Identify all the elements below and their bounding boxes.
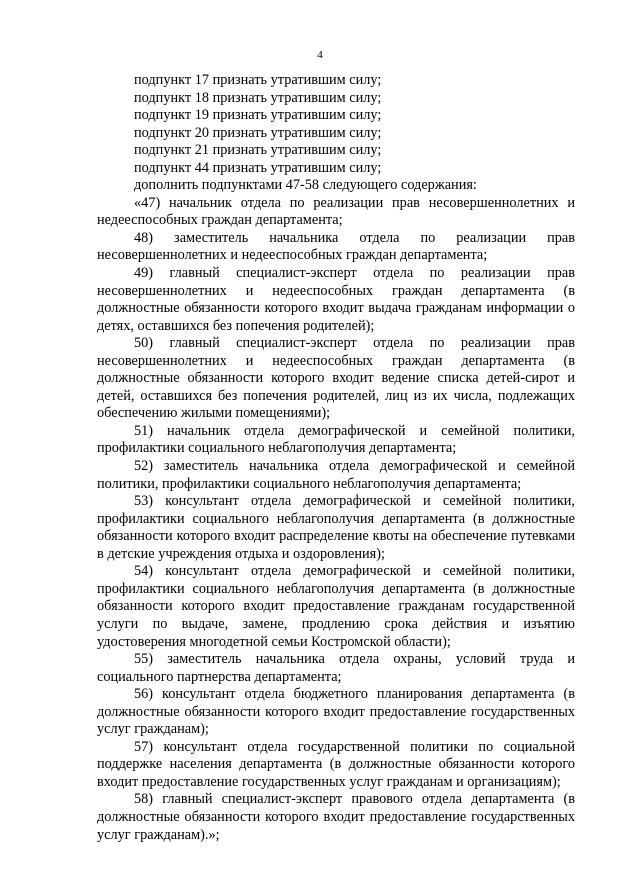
paragraph-subpoint-20: подпункт 20 признать утратившим силу; bbox=[134, 124, 382, 141]
paragraph-item-52: 52) заместитель начальника отдела демографической и семейной политики, профилактики социального неблагополучия департамента; bbox=[97, 458, 575, 492]
paragraph-subpoint-18: подпункт 18 признать утратившим силу; bbox=[134, 89, 382, 106]
paragraph-item-58: 58) главный специалист-эксперт правового отдела департамента (в должностные обязанности которого входит предоставление государственных услуг гражданам).»; bbox=[97, 791, 575, 843]
paragraph-subpoint-21: подпункт 21 признать утратившим силу; bbox=[134, 142, 382, 159]
paragraph-item-51: 51) начальник отдела демографической и семейной политики, профилактики социального неблагополучия департамента; bbox=[97, 422, 575, 457]
paragraph-add-subpoints: дополнить подпунктами 47-58 следующего содержания: bbox=[134, 177, 477, 194]
paragraph-item-49: 49) главный специалист-эксперт отдела по реализации прав несовершеннолетних и недееспособных граждан департамента (в должностные обязанности которого входит выдача гражданам информации о детях, оставшихся без попечения родителей); bbox=[97, 265, 575, 334]
paragraph-item-48: 48) заместитель начальника отдела по реализации прав несовершеннолетних и недееспособных граждан департамента; bbox=[97, 229, 575, 264]
paragraph-subpoint-17: подпункт 17 признать утратившим силу; bbox=[134, 72, 382, 88]
paragraph-item-47: «47) начальник отдела по реализации прав несовершеннолетних и недееспособных граждан департамента; bbox=[97, 194, 575, 229]
paragraph-item-57: 57) консультант отдела государственной политики по социальной поддержке населения департамента (в должностные обязанности которого входит предоставление государственных услуг гражданам и организациям); bbox=[97, 738, 575, 790]
paragraph-subpoint-44: подпункт 44 признать утратившим силу; bbox=[134, 159, 382, 176]
document-body bbox=[97, 72, 575, 844]
paragraph-item-56: 56) консультант отдела бюджетного планирования департамента (в должностные обязанности которого входит предоставление государственных услуг гражданам); bbox=[97, 686, 575, 738]
paragraph-subpoint-19: подпункт 19 признать утратившим силу; bbox=[134, 107, 382, 124]
paragraph-item-54: 54) консультант отдела демографической и семейной политики, профилактики социального неблагополучия департамента (в должностные обязанности которого входит предоставление гражданам государственной услуги по выдаче, замене, продлению срока действия и изъятию удостоверения многодетной семьи Костромской области); bbox=[97, 563, 575, 650]
paragraph-item-53: 53) консультант отдела демографической и семейной политики, профилактики социального неблагополучия департамента (в должностные обязанности которого входит распределение квоты на обеспечение путевками в детские учреждения отдыха и оздоровления); bbox=[97, 493, 575, 562]
paragraph-item-50: 50) главный специалист-эксперт отдела по реализации прав несовершеннолетних и недееспособных граждан департамента (в должностные обязанности которого входит ведение списка детей-сирот и детей, оставшихся без попечения родителей, лиц из их числа, подлежащих обеспечению жилыми помещениями); bbox=[97, 335, 575, 422]
paragraph-item-55: 55) заместитель начальника отдела охраны, условий труда и социального партнерства департамента; bbox=[97, 651, 575, 685]
page-number: 4 bbox=[317, 49, 323, 61]
